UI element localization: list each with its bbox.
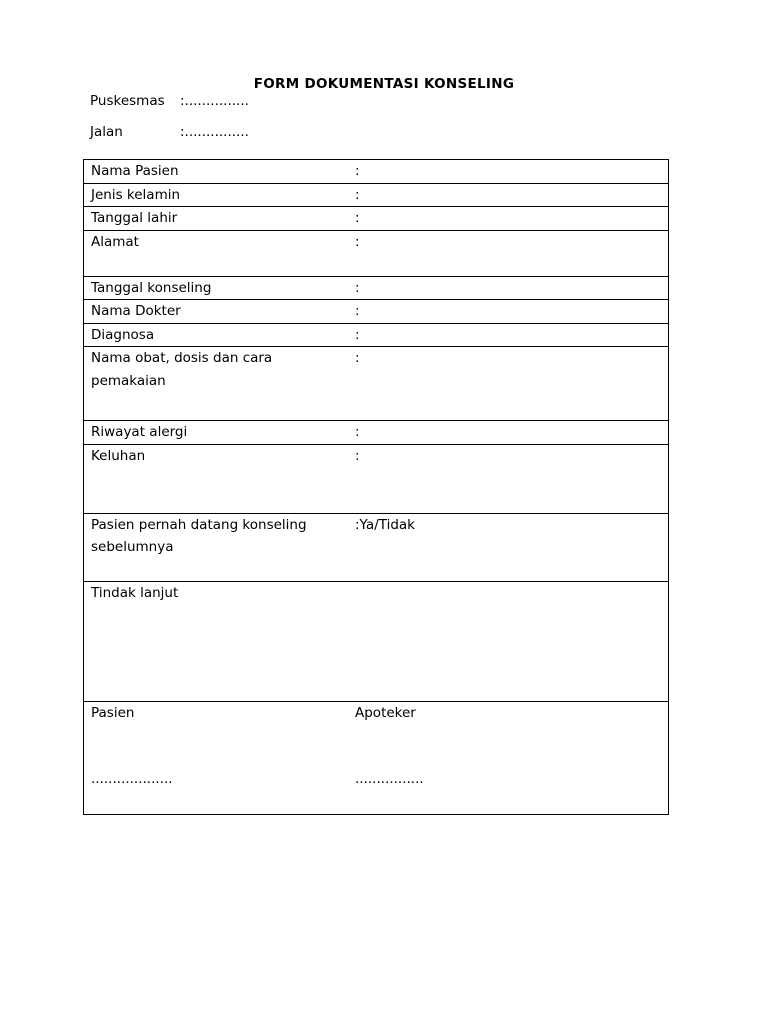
signature-role-apoteker: Apoteker xyxy=(355,704,416,721)
table-row xyxy=(84,347,669,421)
field-value-nama-dokter: : xyxy=(349,300,669,324)
table-row xyxy=(84,444,669,513)
field-value-alamat: : xyxy=(349,230,669,276)
puskesmas-value: :............... xyxy=(180,93,249,109)
table-row xyxy=(84,183,669,207)
signature-cell-apoteker xyxy=(349,701,669,814)
signature-role-pasien: Pasien xyxy=(91,704,135,721)
field-label-jenis-kelamin: Jenis kelamin xyxy=(84,183,350,207)
signature-line-apoteker: ................ xyxy=(355,770,424,787)
field-value-tanggal-konseling: : xyxy=(349,276,669,300)
field-value-jenis-kelamin: : xyxy=(349,183,669,207)
table-row xyxy=(84,421,669,445)
form-title: FORM DOKUMENTASI KONSELING xyxy=(253,76,515,92)
field-value-tindak-lanjut xyxy=(349,581,669,701)
field-label-tindak-lanjut: Tindak lanjut xyxy=(84,581,350,701)
field-value-tanggal-lahir: : xyxy=(349,207,669,231)
jalan-value: :............... xyxy=(180,124,249,140)
signature-cell-pasien xyxy=(84,701,350,814)
field-label-riwayat-alergi: Riwayat alergi xyxy=(84,421,350,445)
field-value-pernah-konseling: :Ya/Tidak xyxy=(349,513,669,581)
signature-row xyxy=(84,701,669,814)
signature-line-pasien: ................... xyxy=(91,770,173,787)
field-value-nama-obat: : xyxy=(349,347,669,421)
table-row xyxy=(84,230,669,276)
puskesmas-line xyxy=(90,92,249,110)
field-label-nama-pasien: Nama Pasien xyxy=(84,160,350,184)
field-label-nama-dokter: Nama Dokter xyxy=(84,300,350,324)
field-label-tanggal-konseling: Tanggal konseling xyxy=(84,276,350,300)
puskesmas-label: Puskesmas xyxy=(90,93,165,109)
table-row xyxy=(84,581,669,701)
field-value-diagnosa: : xyxy=(349,323,669,347)
field-value-riwayat-alergi: : xyxy=(349,421,669,445)
field-label-tanggal-lahir: Tanggal lahir xyxy=(84,207,350,231)
table-row xyxy=(84,300,669,324)
table-row xyxy=(84,323,669,347)
table-row xyxy=(84,207,669,231)
table-row xyxy=(84,160,669,184)
field-label-nama-obat: Nama obat, dosis dan cara pemakaian xyxy=(84,347,350,421)
field-value-keluhan: : xyxy=(349,444,669,513)
form-table xyxy=(83,159,669,815)
field-label-alamat: Alamat xyxy=(84,230,350,276)
field-label-diagnosa: Diagnosa xyxy=(84,323,350,347)
jalan-line xyxy=(90,123,249,141)
table-row xyxy=(84,513,669,581)
field-label-keluhan: Keluhan xyxy=(84,444,350,513)
table-row xyxy=(84,276,669,300)
field-value-nama-pasien: : xyxy=(349,160,669,184)
field-label-pernah-konseling: Pasien pernah datang konseling sebelumnya xyxy=(84,513,350,581)
jalan-label: Jalan xyxy=(90,124,123,140)
